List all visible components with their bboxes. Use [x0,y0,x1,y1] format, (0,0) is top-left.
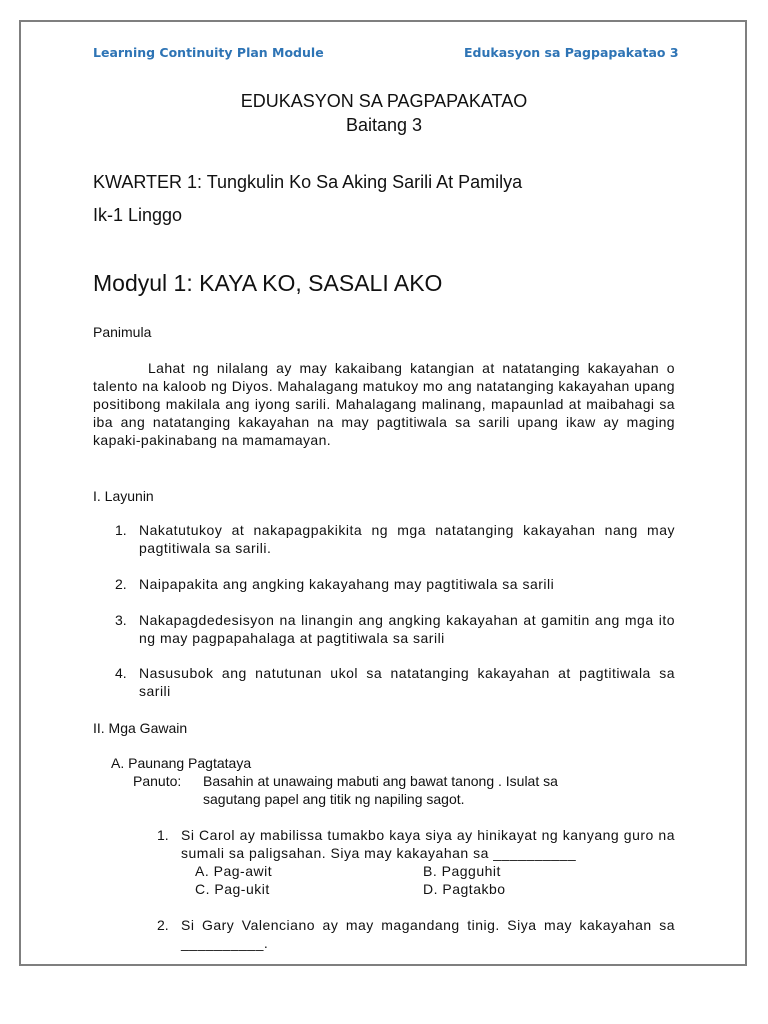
question-item [157,916,675,952]
intro-paragraph: Lahat ng nilalang ay may kakaibang katangian at natatanging kakayahan o talento na kaloob ng Diyos. Mahalagang matukoy mo ang natatanging kakayahan upang positibong makilala ang iyong sarili. Mahalagang malinang, mapaunlad at maibahagi sa iba ang natatanging kakayahan na may pagtitiwala sa sarili upang ikaw ay maging kapaki-pakinabang na mamamayan. [93,360,675,448]
header-right: Edukasyon sa Pagpapakatao 3 [464,45,679,60]
objective-item [115,611,675,647]
question-text: Si Carol ay mabilissa tumakbo kaya siya ay hinikayat ng kanyang guro na sumali sa paligsahan. Siya may kakayahan sa __________ [181,827,675,861]
choice-a: A. Pag-awit [195,863,273,879]
activities-label: II. Mga Gawain [93,720,188,736]
week-heading: Ik-1 Linggo [93,205,183,225]
objectives-label: I. Layunin [93,488,154,504]
objective-number: 4. [115,665,127,681]
objective-item [115,664,675,700]
objective-number: 1. [115,522,127,538]
choice-b: B. Pagguhit [423,863,501,879]
quarter-heading: KWARTER 1: Tungkulin Ko Sa Aking Sarili At Pamilya [93,172,523,192]
header-left: Learning Continuity Plan Module [93,45,324,60]
question-number: 1. [157,827,169,843]
direction-line [133,772,558,790]
choice-d: D. Pagtakbo [423,881,506,897]
objective-number: 3. [115,612,127,628]
direction-text: Basahin at unawaing mabuti ang bawat tanong . Isulat sa [203,773,558,789]
document-title: EDUKASYON SA PAGPAPAKATAO [240,91,528,111]
objective-item [115,521,675,557]
section-a-heading: A. Paunang Pagtataya [111,755,252,771]
direction-label: Panuto: [133,773,182,789]
objective-text: Nakatutukoy at nakapagpakikita ng mga natatanging kakayahan nang may pagtitiwala sa sarili. [139,522,675,556]
question-item [157,826,675,862]
module-title: Modyul 1: KAYA KO, SASALI AKO [93,270,443,296]
question-number: 2. [157,917,169,933]
choice-c: C. Pag-ukit [195,881,270,897]
question-text: Si Gary Valenciano ay may magandang tinig. Siya may kakayahan sa __________. [181,917,675,951]
objective-number: 2. [115,576,127,592]
direction-text-continued: sagutang papel ang titik ng napiling sagot. [203,791,465,807]
intro-label: Panimula [93,324,152,340]
objective-text: Nakapagdedesisyon na linangin ang angking kakayahan at gamitin ang mga ito ng may pagpapahalaga at pagtitiwala sa sarili [139,612,675,646]
objective-text: Nasusubok ang natutunan ukol sa natatanging kakayahan at pagtitiwala sa sarili [139,665,675,699]
objective-text: Naipapakita ang angking kakayahang may pagtitiwala sa sarili [139,576,555,592]
grade-level: Baitang 3 [345,115,423,135]
objective-item [115,575,675,593]
